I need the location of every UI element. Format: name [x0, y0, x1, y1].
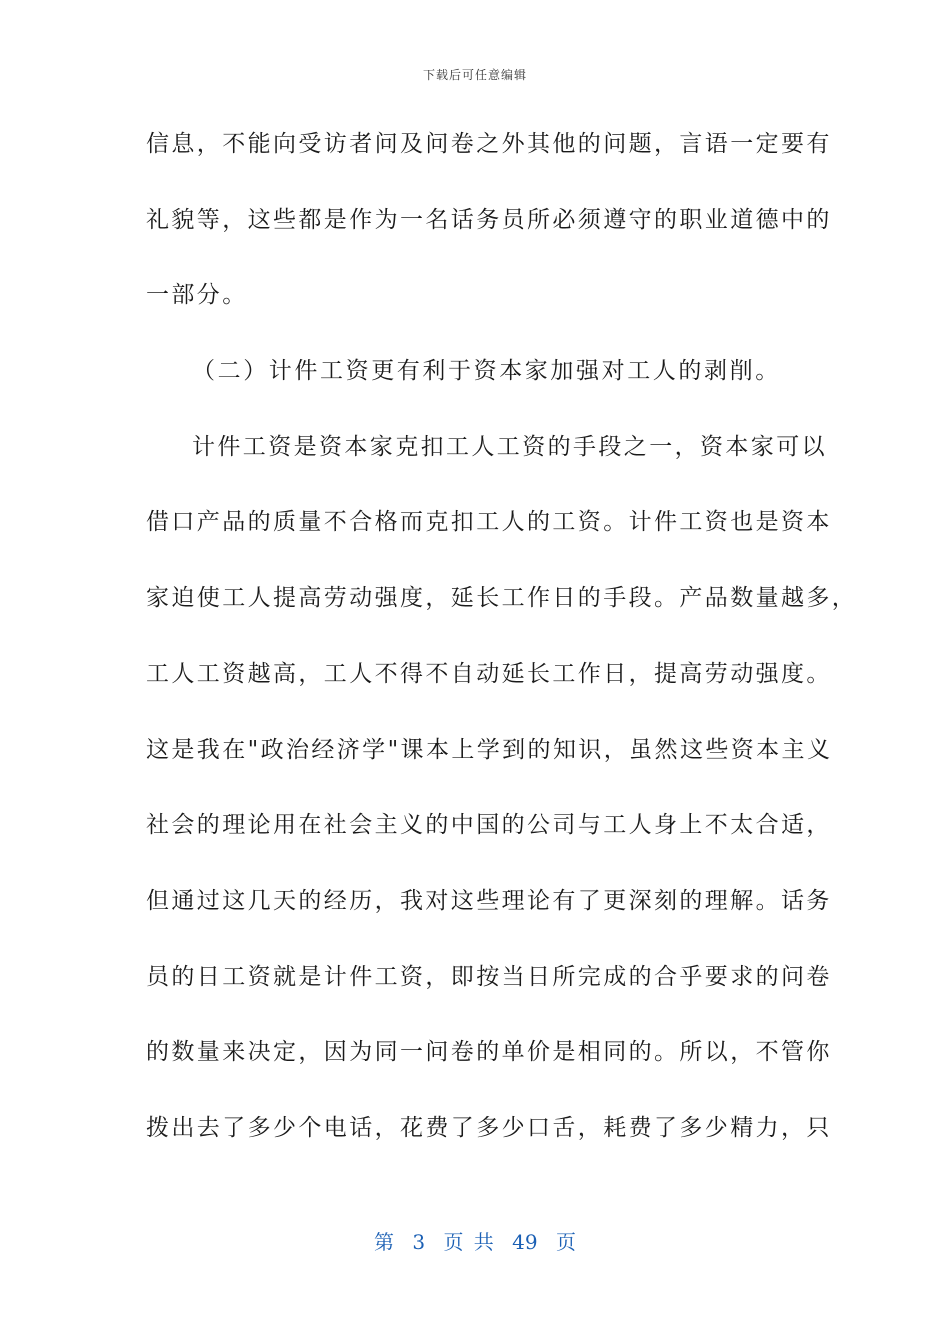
page-label-prefix: 第	[374, 1230, 394, 1254]
paragraph-line: 工人工资越高，工人不得不自动延长工作日，提高劳动强度。	[146, 660, 832, 687]
page-label-suffix: 页	[555, 1230, 576, 1254]
paragraph-line: 借口产品的质量不合格而克扣工人的工资。计件工资也是资本	[146, 509, 832, 536]
paragraph-line: 社会的理论用在社会主义的中国的公司与工人身上不太合适，	[146, 812, 832, 839]
current-page-number: 3	[412, 1230, 426, 1254]
paragraph-line: 这是我在"政治经济学"课本上学到的知识，虽然这些资本主义	[146, 736, 833, 763]
paragraph-line: 拨出去了多少个电话，花费了多少口舌，耗费了多少精力，只	[146, 1114, 832, 1141]
total-page-count: 49	[512, 1230, 538, 1254]
paragraph-line: 家迫使工人提高劳动强度，延长工作日的手段。产品数量越多，	[146, 585, 858, 612]
paragraph-line: 一部分。	[146, 282, 248, 309]
page-label-mid: 页 共	[443, 1230, 494, 1254]
page-number-footer	[0, 1226, 950, 1255]
paragraph-line: 但通过这几天的经历，我对这些理论有了更深刻的理解。话务	[146, 887, 832, 914]
document-body	[146, 118, 858, 1178]
paragraph-line: 信息，不能向受访者问及问卷之外其他的问题，言语一定要有	[146, 131, 832, 157]
paragraph-line: 的数量来决定，因为同一问卷的单价是相同的。所以，不管你	[146, 1039, 832, 1066]
paragraph-line: 计件工资是资本家克扣工人工资的手段之一，资本家可以	[192, 433, 827, 460]
paragraph-line: 员的日工资就是计件工资，即按当日所完成的合乎要求的问卷	[146, 963, 832, 990]
page-header-note: 下载后可任意编辑	[422, 68, 527, 82]
section-heading: （二）计件工资更有利于资本家加强对工人的剥削。	[192, 358, 781, 385]
paragraph-line: 礼貌等，这些都是作为一名话务员所必须遵守的职业道德中的	[146, 206, 832, 233]
